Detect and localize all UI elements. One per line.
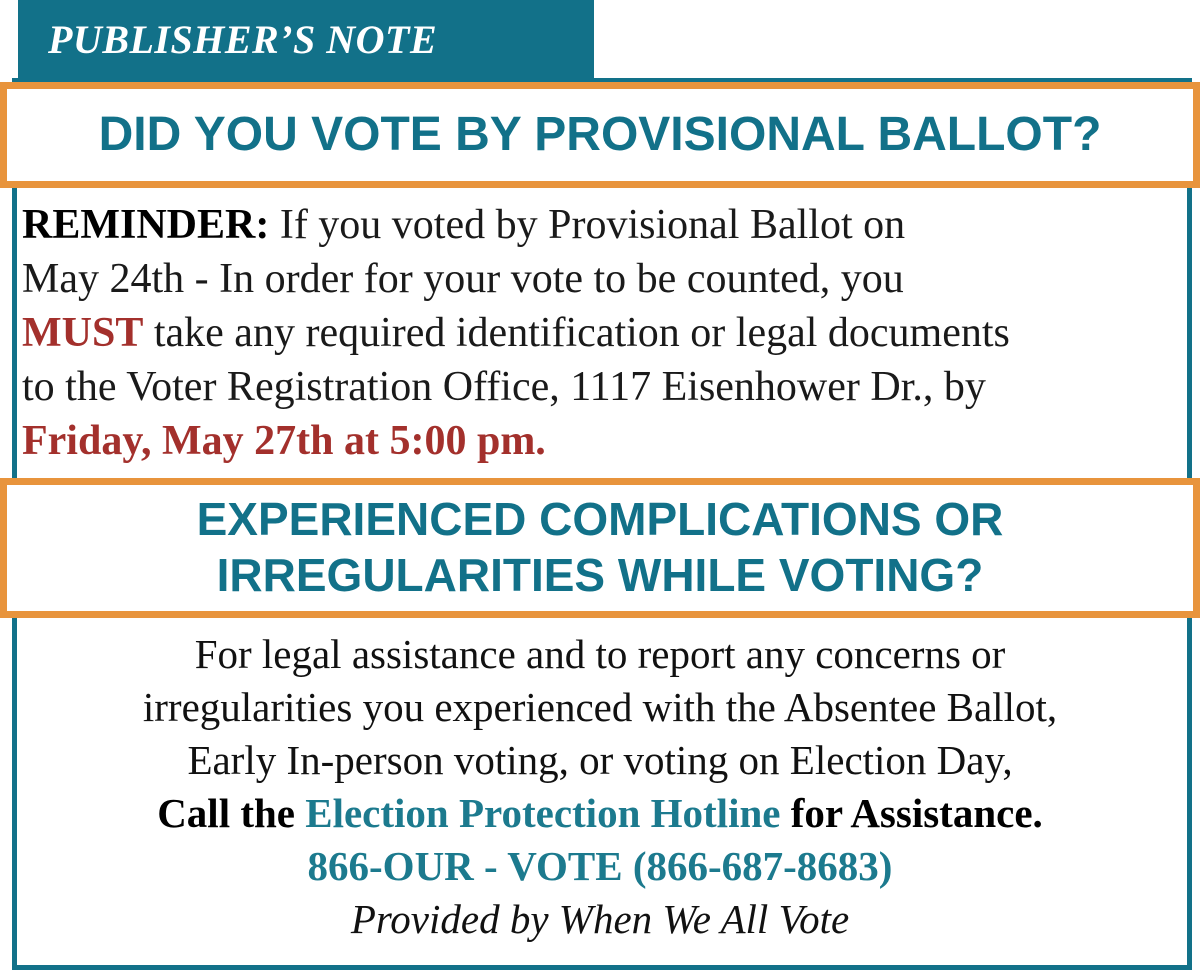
call-line [20,787,1180,840]
hotline-phone: 866-OUR - VOTE (866-687-8683) [307,843,893,889]
complications-headline-line-1: EXPERIENCED COMPLICATIONS OR [196,493,1004,545]
hotline-name: Election Protection Hotline [305,790,781,836]
reminder-label: REMINDER: [22,202,270,248]
assistance-paragraph [20,628,1180,946]
reminder-line-1-text: If you voted by Provisional Ballot on [269,202,906,248]
publishers-note-tab [18,0,594,80]
call-suffix: for Assistance. [780,790,1043,836]
assistance-line-3: Early In-person voting, or voting on Election Day, [187,737,1013,783]
complications-headline-box [0,478,1200,618]
reminder-line-3 [22,306,1182,360]
reminder-line-4: to the Voter Registration Office, 1117 Eisenhower Dr., by [22,364,986,410]
publishers-note-label: PUBLISHER’S NOTE [48,17,438,62]
must-emphasis: MUST [22,310,144,356]
deadline-text: Friday, May 27th at 5:00 pm. [22,418,546,464]
call-prefix: Call the [157,790,306,836]
reminder-line-3-text: take any required identification or legal documents [143,310,1010,356]
complications-headline-line-2: IRREGULARITIES WHILE VOTING? [216,549,984,601]
assistance-line-2: irregularities you experienced with the Absentee Ballot, [142,684,1058,730]
assistance-line-1: For legal assistance and to report any concerns or [194,631,1006,677]
provisional-ballot-headline-box [0,82,1200,188]
provided-by: Provided by When We All Vote [350,896,850,942]
reminder-paragraph [22,198,1182,468]
reminder-line-1 [22,198,1182,252]
reminder-line-2: May 24th - In order for your vote to be counted, you [22,256,904,302]
provisional-ballot-headline: DID YOU VOTE BY PROVISIONAL BALLOT? [98,108,1102,161]
